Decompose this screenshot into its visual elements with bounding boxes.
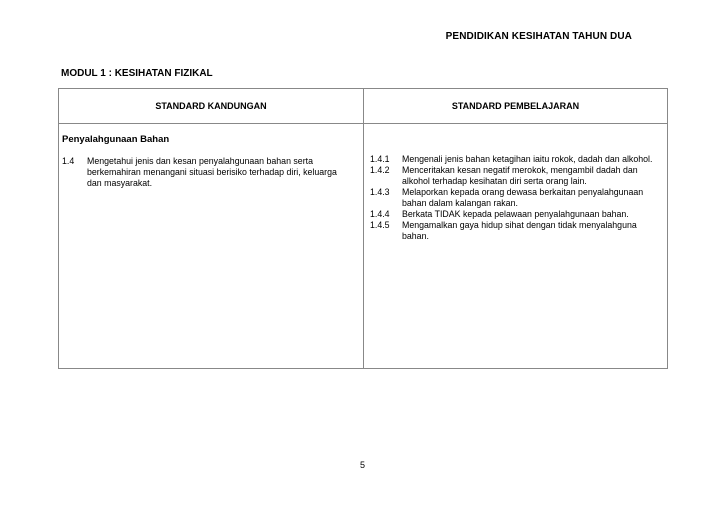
learning-standard-header: STANDARD PEMBELAJARAN [364, 89, 668, 124]
learning-standard-cell [364, 124, 668, 369]
content-standard-item [62, 156, 363, 189]
learning-standard-list [370, 154, 667, 242]
content-standard-number: 1.4 [62, 156, 75, 166]
module-title: MODUL 1 : KESIHATAN FIZIKAL [61, 68, 213, 79]
list-item [370, 165, 667, 187]
table-row [59, 124, 668, 369]
learning-standard-text: Mengamalkan gaya hidup sihat dengan tidak menyalahguna bahan. [402, 220, 637, 241]
learning-standard-number: 1.4.1 [370, 154, 390, 164]
learning-standard-text: Melaporkan kepada orang dewasa berkaitan penyalahgunaan bahan dalam kalangan rakan. [402, 187, 644, 208]
list-item [370, 220, 667, 242]
document-header-title: PENDIDIKAN KESIHATAN TAHUN DUA [445, 31, 632, 42]
learning-standard-text: Berkata TIDAK kepada pelawaan penyalahgunaan bahan. [402, 209, 629, 219]
list-item [370, 154, 667, 165]
content-standard-header: STANDARD KANDUNGAN [59, 89, 364, 124]
learning-standard-number: 1.4.2 [370, 165, 390, 175]
table-header-row [59, 89, 668, 124]
page-number: 5 [360, 460, 366, 470]
list-item [370, 209, 667, 220]
content-standard-cell [59, 124, 364, 369]
section-title: Penyalahgunaan Bahan [62, 134, 170, 145]
learning-standard-text: Mengenali jenis bahan ketagihan iaitu rokok, dadah dan alkohol. [402, 154, 653, 164]
list-item [370, 187, 667, 209]
standards-table [58, 88, 668, 369]
content-standard-text: Mengetahui jenis dan kesan penyalahgunaan bahan serta berkemahiran menangani situasi berisiko terhadap diri, keluarga dan masyarakat. [87, 156, 337, 188]
learning-standard-number: 1.4.3 [370, 187, 390, 197]
learning-standard-text: Menceritakan kesan negatif merokok, mengambil dadah dan alkohol terhadap kesihatan diri serta orang lain. [402, 165, 638, 186]
learning-standard-number: 1.4.5 [370, 220, 390, 230]
learning-standard-number: 1.4.4 [370, 209, 390, 219]
